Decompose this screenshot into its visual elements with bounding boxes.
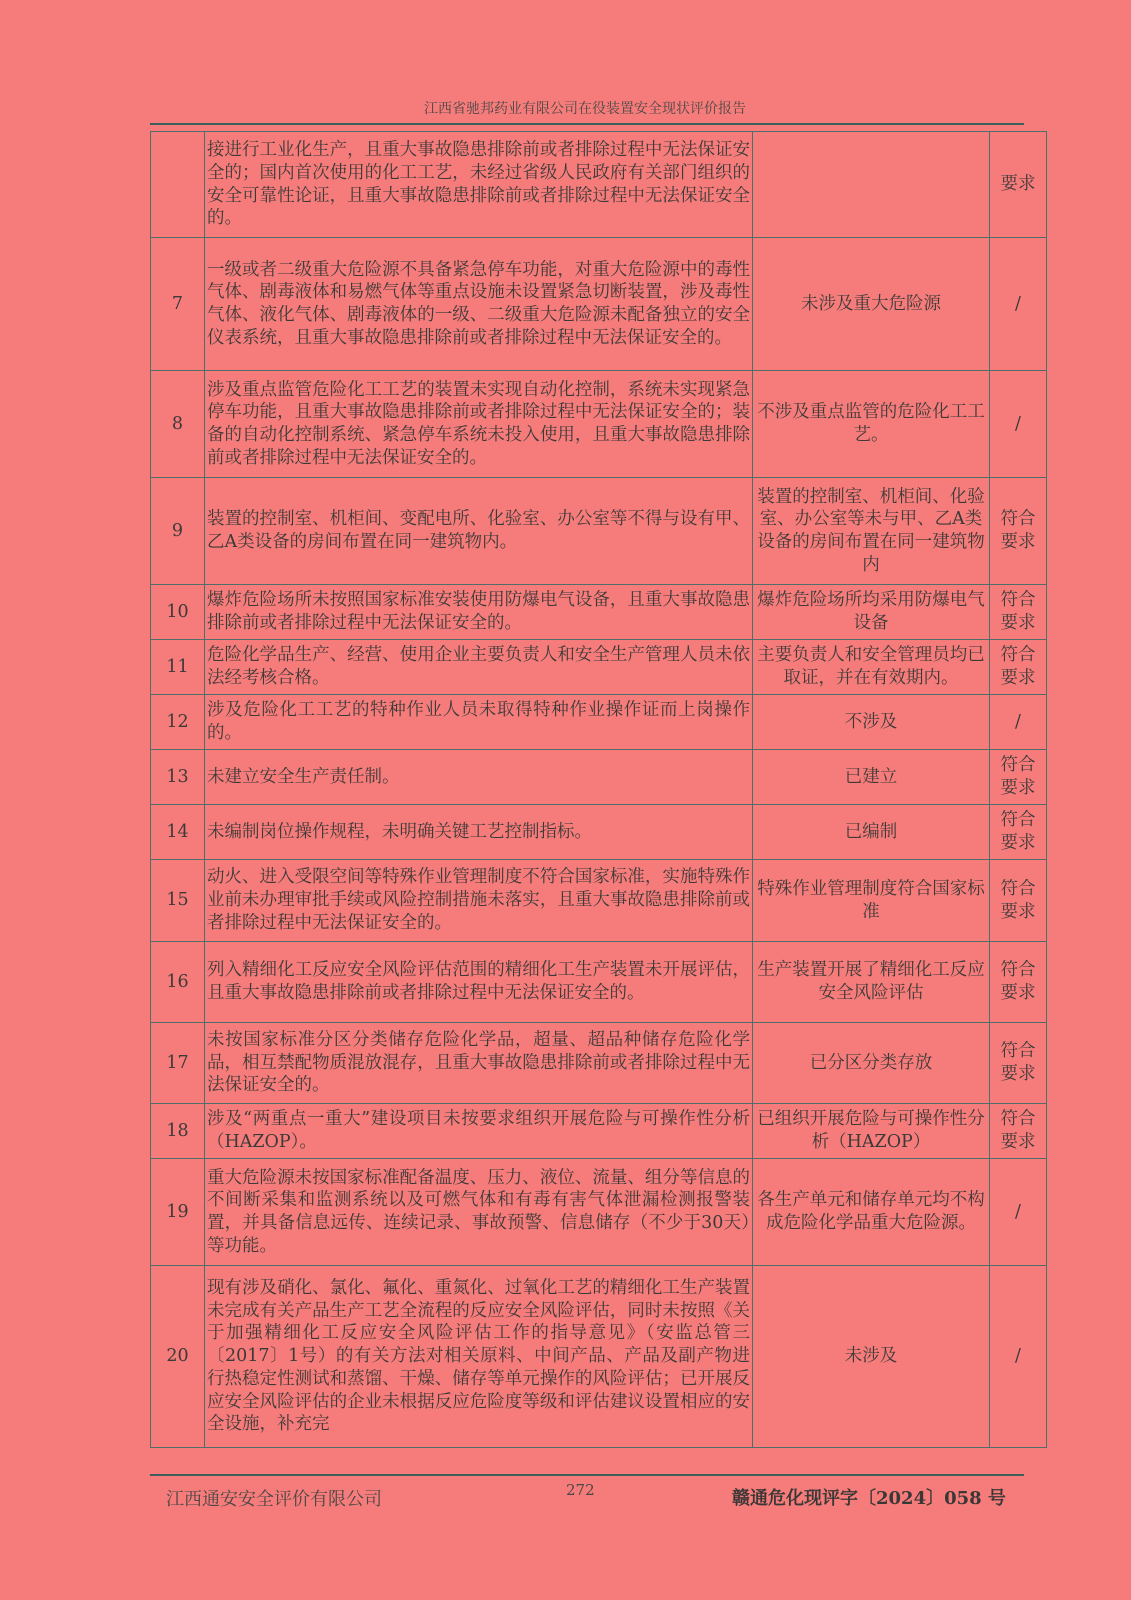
check-conclusion: 要求 — [990, 132, 1047, 238]
check-conclusion: 符合要求 — [990, 640, 1047, 695]
check-conclusion: 符合要求 — [990, 478, 1047, 585]
row-number: 13 — [151, 750, 205, 805]
check-item: 未编制岗位操作规程，未明确关键工艺控制指标。 — [205, 805, 753, 860]
check-result: 未涉及 — [753, 1266, 990, 1448]
check-conclusion: 符合要求 — [990, 1104, 1047, 1159]
table-row — [151, 640, 1047, 695]
check-conclusion: 符合要求 — [990, 585, 1047, 640]
header-divider — [150, 123, 1024, 125]
check-result: 装置的控制室、机柜间、化验室、办公室等未与甲、乙A类设备的房间布置在同一建筑物内 — [753, 478, 990, 585]
table-row — [151, 805, 1047, 860]
row-number: 20 — [151, 1266, 205, 1448]
table-row — [151, 478, 1047, 585]
check-item: 列入精细化工反应安全风险评估范围的精细化工生产装置未开展评估，且重大事故隐患排除前或者排除过程中无法保证安全的。 — [205, 942, 753, 1023]
check-result: 已建立 — [753, 750, 990, 805]
check-conclusion: / — [990, 1266, 1047, 1448]
check-result: 未涉及重大危险源 — [753, 238, 990, 371]
table-row — [151, 695, 1047, 750]
check-item: 现有涉及硝化、氯化、氟化、重氮化、过氧化工艺的精细化工生产装置未完成有关产品生产工艺全流程的反应安全风险评估，同时未按照《关于加强精细化工反应安全风险评估工作的指导意见》（安监总管三〔2017〕1号）的有关方法对相关原料、中间产品、产品及副产物进行热稳定性测试和蒸馏、干燥、储存等单元操作的风险评估；已开展反应安全风险评估的企业未根据反应危险度等级和评估建议设置相应的安全设施，补充完 — [205, 1266, 753, 1448]
table-row — [151, 1266, 1047, 1448]
page-number: 272 — [566, 1481, 595, 1499]
check-result: 特殊作业管理制度符合国家标准 — [753, 860, 990, 942]
check-result: 不涉及重点监管的危险化工工艺。 — [753, 371, 990, 478]
table-row — [151, 750, 1047, 805]
table-row — [151, 1023, 1047, 1104]
checklist-table — [150, 131, 1047, 1448]
check-item: 装置的控制室、机柜间、变配电所、化验室、办公室等不得与设有甲、乙A类设备的房间布置在同一建筑物内。 — [205, 478, 753, 585]
row-number — [151, 132, 205, 238]
row-number: 8 — [151, 371, 205, 478]
footer-company-name: 江西通安安全评价有限公司 — [166, 1489, 382, 1510]
check-result: 已分区分类存放 — [753, 1023, 990, 1104]
row-number: 12 — [151, 695, 205, 750]
row-number: 19 — [151, 1159, 205, 1266]
table-row — [151, 238, 1047, 371]
table-row — [151, 1159, 1047, 1266]
check-result: 已组织开展危险与可操作性分析（HAZOP） — [753, 1104, 990, 1159]
check-item: 重大危险源未按国家标准配备温度、压力、液位、流量、组分等信息的不间断采集和监测系统以及可燃气体和有毒有害气体泄漏检测报警装置，并具备信息远传、连续记录、事故预警、信息储存（不少于30天）等功能。 — [205, 1159, 753, 1266]
check-item: 未建立安全生产责任制。 — [205, 750, 753, 805]
table-row — [151, 860, 1047, 942]
check-item: 涉及危险化工工艺的特种作业人员未取得特种作业操作证而上岗操作的。 — [205, 695, 753, 750]
row-number: 9 — [151, 478, 205, 585]
check-result: 主要负责人和安全管理员均已取证，并在有效期内。 — [753, 640, 990, 695]
row-number: 18 — [151, 1104, 205, 1159]
check-conclusion: 符合要求 — [990, 1023, 1047, 1104]
page-header-title: 江西省驰邦药业有限公司在役装置安全现状评价报告 — [424, 101, 746, 117]
check-item: 动火、进入受限空间等特殊作业管理制度不符合国家标准，实施特殊作业前未办理审批手续或风险控制措施未落实，且重大事故隐患排除前或者排除过程中无法保证安全的。 — [205, 860, 753, 942]
row-number: 16 — [151, 942, 205, 1023]
table-row — [151, 132, 1047, 238]
table-row — [151, 942, 1047, 1023]
check-item: 一级或者二级重大危险源不具备紧急停车功能，对重大危险源中的毒性气体、剧毒液体和易燃气体等重点设施未设置紧急切断装置，涉及毒性气体、液化气体、剧毒液体的一级、二级重大危险源未配备独立的安全仪表系统，且重大事故隐患排除前或者排除过程中无法保证安全的。 — [205, 238, 753, 371]
row-number: 17 — [151, 1023, 205, 1104]
check-result: 爆炸危险场所均采用防爆电气设备 — [753, 585, 990, 640]
check-item: 未按国家标准分区分类储存危险化学品，超量、超品种储存危险化学品，相互禁配物质混放混存，且重大事故隐患排除前或者排除过程中无法保证安全的。 — [205, 1023, 753, 1104]
check-conclusion: 符合要求 — [990, 805, 1047, 860]
row-number: 15 — [151, 860, 205, 942]
check-item: 接进行工业化生产，且重大事故隐患排除前或者排除过程中无法保证安全的；国内首次使用的化工工艺，未经过省级人民政府有关部门组织的安全可靠性论证，且重大事故隐患排除前或者排除过程中无法保证安全的。 — [205, 132, 753, 238]
check-item: 涉及“两重点一重大”建设项目未按要求组织开展危险与可操作性分析（HAZOP）。 — [205, 1104, 753, 1159]
check-item: 危险化学品生产、经营、使用企业主要负责人和安全生产管理人员未依法经考核合格。 — [205, 640, 753, 695]
check-conclusion: 符合要求 — [990, 750, 1047, 805]
table-row — [151, 585, 1047, 640]
check-result: 已编制 — [753, 805, 990, 860]
check-result: 各生产单元和储存单元均不构成危险化学品重大危险源。 — [753, 1159, 990, 1266]
check-conclusion: / — [990, 1159, 1047, 1266]
check-item: 爆炸危险场所未按照国家标准安装使用防爆电气设备，且重大事故隐患排除前或者排除过程中无法保证安全的。 — [205, 585, 753, 640]
check-conclusion: 符合要求 — [990, 860, 1047, 942]
check-conclusion: 符合要求 — [990, 942, 1047, 1023]
check-result: 生产装置开展了精细化工反应安全风险评估 — [753, 942, 990, 1023]
check-conclusion: / — [990, 695, 1047, 750]
check-result — [753, 132, 990, 238]
check-conclusion: / — [990, 371, 1047, 478]
table-row — [151, 371, 1047, 478]
check-result: 不涉及 — [753, 695, 990, 750]
check-conclusion: / — [990, 238, 1047, 371]
footer-divider — [150, 1474, 1024, 1476]
table-row — [151, 1104, 1047, 1159]
row-number: 7 — [151, 238, 205, 371]
check-item: 涉及重点监管危险化工工艺的装置未实现自动化控制，系统未实现紧急停车功能，且重大事故隐患排除前或者排除过程中无法保证安全的；装备的自动化控制系统、紧急停车系统未投入使用，且重大事故隐患排除前或者排除过程中无法保证安全的。 — [205, 371, 753, 478]
row-number: 11 — [151, 640, 205, 695]
document-number: 赣通危化现评字〔2024〕058 号 — [732, 1488, 1006, 1509]
row-number: 10 — [151, 585, 205, 640]
row-number: 14 — [151, 805, 205, 860]
